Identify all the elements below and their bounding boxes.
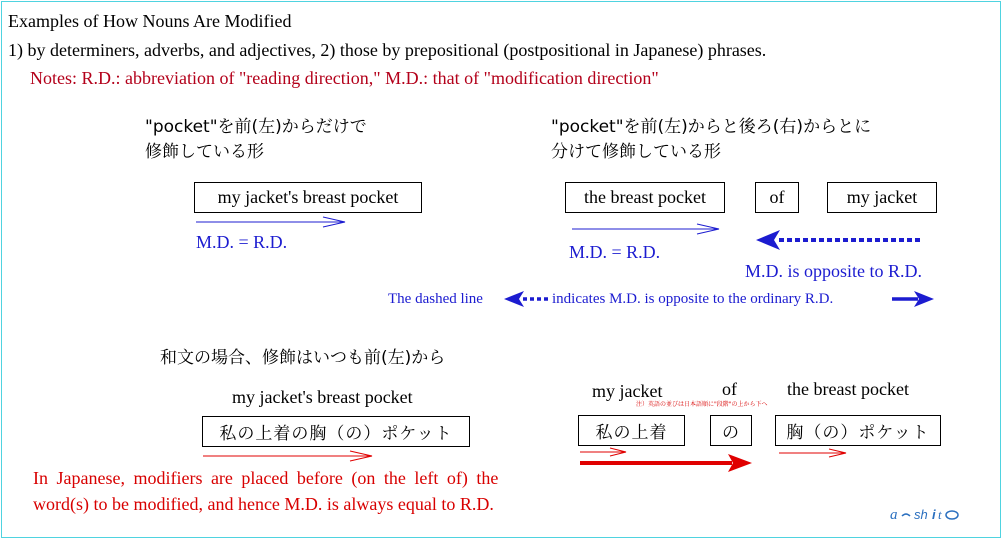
example2-md-label-right: M.D. is opposite to R.D. — [745, 261, 923, 281]
example1-caption-line2: 修飾している形 — [145, 142, 264, 162]
label-my-jacket: my jacket — [592, 381, 663, 401]
jp-md-arrow-main — [203, 451, 372, 461]
example2-caption-line2: 分けて修飾している形 — [551, 142, 721, 162]
example2-modifier-box: my jacket — [827, 182, 937, 213]
ashita-logo — [888, 503, 974, 525]
svg-text:sh: sh — [914, 507, 928, 522]
legend-dashed-arrow-icon — [504, 291, 548, 307]
jp-md-arrow-small-left — [580, 448, 626, 456]
japanese-phrase-box: 私の上着の胸（の）ポケット — [202, 416, 470, 447]
md-arrow-example1 — [196, 217, 345, 227]
legend-text-left: The dashed line — [388, 291, 483, 307]
japanese-heading: 和文の場合、修飾はいつも前(左)から — [160, 348, 446, 368]
japanese-box-no: の — [710, 415, 752, 446]
example2-caption-line1: "pocket"を前(左)からと後ろ(右)からとに — [551, 117, 872, 137]
explanation-line1: In Japanese, modifiers are placed before (on the left of) the — [33, 468, 499, 488]
example2-head-box: the breast pocket — [565, 182, 725, 213]
example1-md-label: M.D. = R.D. — [196, 232, 288, 252]
explanation-line2: word(s) to be modified, and hence M.D. is always equal to R.D. — [33, 494, 494, 514]
legend-text-right: indicates M.D. is opposite to the ordinary R.D. — [552, 291, 834, 307]
notes-line: Notes: R.D.: abbreviation of "reading direction," M.D.: that of "modification direction" — [30, 68, 659, 88]
page-title: Examples of How Nouns Are Modified — [8, 11, 292, 31]
example2-md-label-left: M.D. = R.D. — [569, 242, 661, 262]
small-red-note: 注）英語の並びは日本語順に"段階"の上から下へ — [636, 401, 768, 408]
svg-text:a: a — [890, 507, 898, 523]
example1-caption-line1: "pocket"を前(左)からだけで — [145, 117, 367, 137]
example1-phrase-box: my jacket's breast pocket — [194, 182, 422, 213]
jp-md-arrow-thick — [580, 454, 752, 472]
page-subtitle: 1) by determiners, adverbs, and adjectives, 2) those by prepositional (postpositional in Japanese) phrases. — [8, 40, 767, 60]
svg-text:t: t — [938, 507, 942, 522]
md-arrow-example2-left — [572, 224, 719, 234]
japanese-english-label: my jacket's breast pocket — [232, 387, 413, 407]
label-of: of — [722, 379, 737, 399]
japanese-box-my-jacket: 私の上着 — [578, 415, 685, 446]
jp-md-arrow-small-right — [779, 449, 846, 457]
example2-of-box: of — [755, 182, 799, 213]
md-arrow-example2-dashed-left — [756, 230, 920, 250]
legend-solid-arrow-icon — [892, 291, 934, 307]
japanese-box-breast-pocket: 胸（の）ポケット — [775, 415, 941, 446]
label-breast-pocket: the breast pocket — [787, 379, 909, 399]
svg-text:i: i — [932, 507, 936, 522]
